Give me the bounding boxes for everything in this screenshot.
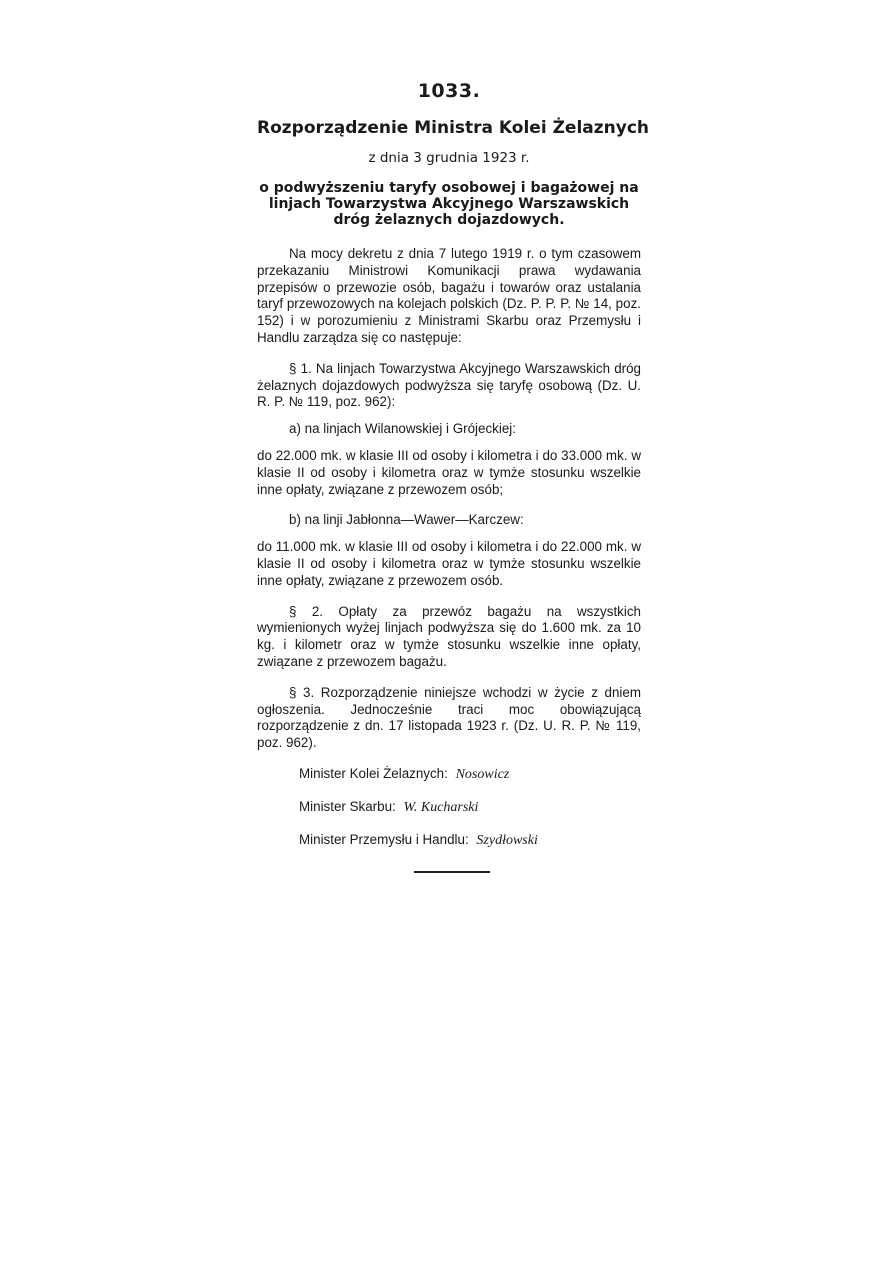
document-subject: o podwyższeniu taryfy osobowej i bagażowej na linjach Towarzystwa Akcyjnego Warszawskich dróg żelaznych dojazdowych. — [259, 180, 639, 228]
document-page — [257, 80, 649, 873]
signature-name: W. Kucharski — [403, 799, 479, 815]
document-title: Rozporządzenie Ministra Kolei Żelaznych — [257, 118, 649, 138]
signature-industry — [299, 832, 641, 849]
preamble-paragraph: Na mocy dekretu z dnia 7 lutego 1919 r. o tym czasowem przekazaniu Ministrowi Komunikacji prawa wydawania przepisów o przewozie osób, bagażu i towarów oraz ustalania taryf przewozowych na kolejach polskich (Dz. P. P. P. № 14, poz. 152) i w porozumieniu z Ministrami Skarbu oraz Przemysłu i Handlu zarządza się co następuje: — [257, 246, 641, 345]
item-a-text: do 22.000 mk. w klasie III od osoby i kilometra i do 33.000 mk. w klasie II od osoby i kilometra oraz w tymże stosunku wszelkie inne opłaty, związane z przewozem osób; — [257, 447, 641, 497]
act-number: 1033. — [417, 80, 481, 102]
signature-role: Minister Kolei Żelaznych: — [299, 765, 448, 781]
signature-treasury — [299, 799, 641, 816]
signature-railways — [299, 766, 641, 783]
section-1-paragraph: § 1. Na linjach Towarzystwa Akcyjnego Warszawskich dróg żelaznych dojazdowych podwyższa się taryfę osobową (Dz. U. R. P. № 119, poz. 962): — [257, 360, 641, 410]
signature-name: Szydłowski — [476, 832, 538, 848]
section-3-paragraph: § 3. Rozporządzenie niniejsze wchodzi w życie z dniem ogłoszenia. Jednocześnie traci moc obowiązującą rozporządzenie z dn. 17 listopada 1923 r. (Dz. U. R. P. № 119, poz. 962). — [257, 684, 641, 751]
closing-rule — [414, 871, 490, 873]
section-2-paragraph: § 2. Opłaty za przewóz bagażu na wszystkich wymienionych wyżej linjach podwyższa się do 1.600 mk. za 10 kg. i kilometr oraz w tymże stosunku wszelkie inne opłaty, związane z przewozem bagażu. — [257, 603, 641, 669]
item-a-heading: a) na linjach Wilanowskiej i Grójeckiej: — [289, 421, 516, 437]
signature-name: Nosowicz — [455, 766, 510, 782]
signature-role: Minister Skarbu: — [299, 798, 396, 814]
signature-role: Minister Przemysłu i Handlu: — [299, 831, 469, 847]
item-b-heading: b) na linji Jabłonna—Wawer—Karczew: — [289, 512, 524, 528]
document-date: z dnia 3 grudnia 1923 r. — [368, 150, 530, 166]
item-b-text: do 11.000 mk. w klasie III od osoby i kilometra i do 22.000 mk. w klasie II od osoby i kilometra oraz w tymże stosunku wszelkie inne opłaty, związane z przewozem osób. — [257, 539, 641, 588]
